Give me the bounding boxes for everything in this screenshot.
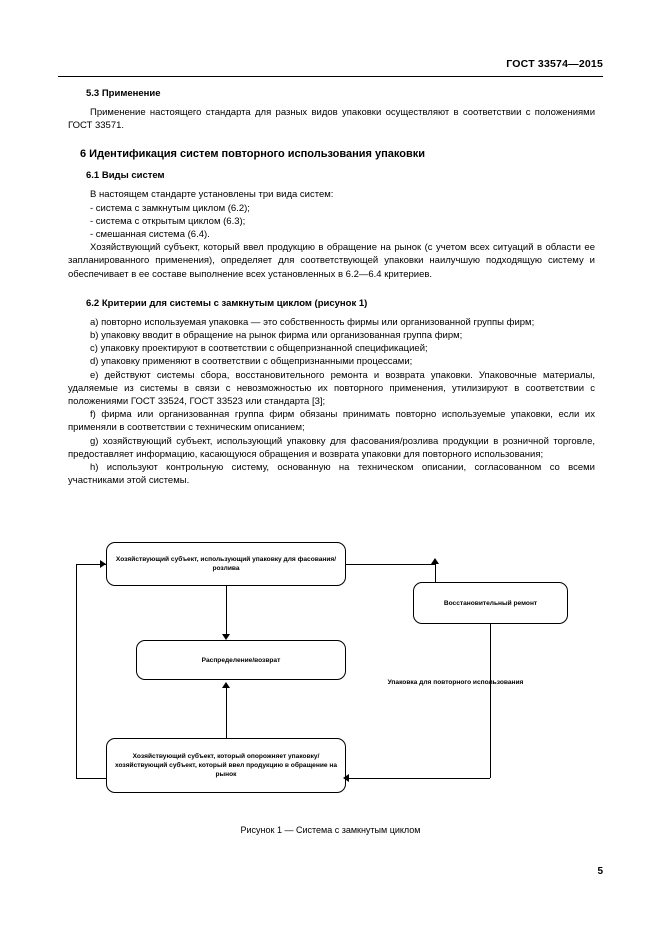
heading-6: 6 Идентификация систем повторного использования упаковки xyxy=(80,148,426,161)
paragraph-6-2-h: h) используют контрольную систему, основанную на техническом описании, согласованном со всеми участниками этой системы. xyxy=(68,462,595,487)
list-item: - система с открытым циклом (6.3); xyxy=(90,215,246,227)
paragraph-6-1-intro: В настоящем стандарте установлены три вида систем: xyxy=(90,189,334,201)
paragraph-6-2-b: b) упаковку вводит в обращение на рынок фирма или организованная группа фирм; xyxy=(90,330,463,342)
figure-connector-up-to-box4 xyxy=(435,564,436,582)
figure-connector-box1-right xyxy=(346,564,436,565)
figure-connector-box1-box2 xyxy=(226,586,227,634)
page-header-standard-id: ГОСТ 33574—2015 xyxy=(506,58,603,70)
heading-5-3: 5.3 Применение xyxy=(86,88,161,99)
page-content xyxy=(68,88,595,487)
paragraph-6-1-body: Хозяйствующий субъект, который ввел продукцию в обращение на рынок (с учетом всех ситуаций в области ее запланированного применения), определяет для соответствующей упаковки наилучшую подходящую систему и обеспечивает в ее составе выполнение всех установленных в 6.2—6.4 критериев. xyxy=(68,242,595,280)
page-number: 5 xyxy=(597,866,603,877)
figure-closed-loop-system xyxy=(58,540,603,850)
figure-connector-left-vertical xyxy=(76,564,77,778)
paragraph-6-2-g: g) хозяйствующий субъект, использующий упаковку для фасования/розлива продукции в розничной торговле, предоставляет информацию, касающуюся обращения и возврата упаковки для повторного использования; xyxy=(68,435,595,460)
figure-connector-box4-down xyxy=(490,624,491,778)
paragraph-6-2-a: a) повторно используемая упаковка — это собственность фирмы или организованной группы фирм; xyxy=(90,316,535,328)
paragraph-6-2-f: f) фирма или организованная группа фирм обязаны принимать повторно используемые упаковки, если их применяли в соответствии с техническим описанием; xyxy=(68,409,595,434)
figure-arrow-into-box3 xyxy=(343,774,349,782)
figure-arrow-box1-box2 xyxy=(222,634,230,640)
header-rule xyxy=(58,76,603,77)
figure-box-distribution-return: Распределение/возврат xyxy=(136,640,346,680)
figure-box-operator-emptying: Хозяйствующий субъект, который опорожняет упаковку/хозяйствующий субъект, который ввел продукцию в обращение на рынок xyxy=(106,738,346,793)
paragraph-5-3-body: Применение настоящего стандарта для разных видов упаковки осуществляют в соответствии с положениями ГОСТ 33571. xyxy=(68,107,595,132)
figure-arrow-box3-box2 xyxy=(222,682,230,688)
heading-6-2: 6.2 Критерии для системы с замкнутым циклом (рисунок 1) xyxy=(86,297,368,309)
figure-connector-box3-box2 xyxy=(226,688,227,738)
heading-6-1: 6.1 Виды систем xyxy=(86,170,165,182)
figure-connector-to-box3 xyxy=(346,778,490,779)
paragraph-6-2-e: e) действуют системы сбора, восстановительного ремонта и возврата упаковки. Упаковочные материалы, удаляемые из системы в связи с невозможностью их повторного применения, утилизируют в соответствии с положениями ГОСТ 33524, ГОСТ 33523 или стандарта [3]; xyxy=(68,369,595,408)
paragraph-6-2-c: c) упаковку проектируют в соответствии с общепризнанной спецификацией; xyxy=(90,343,428,355)
list-item: - система с замкнутым циклом (6.2); xyxy=(90,202,250,214)
figure-arrow-into-box1 xyxy=(100,560,106,568)
figure-arrow-to-box1-left xyxy=(431,558,439,564)
figure-label-reusable-packaging: Упаковка для повторного использования xyxy=(387,679,524,686)
figure-caption: Рисунок 1 — Система с замкнутым циклом xyxy=(240,825,421,835)
figure-box-operator-filling: Хозяйствующий субъект, использующий упаковку для фасования/розлива xyxy=(106,542,346,586)
paragraph-6-2-d: d) упаковку применяют в соответствии с общепризнанными процессами; xyxy=(90,356,413,368)
figure-connector-left-bottom xyxy=(76,778,106,779)
list-item: - смешанная система (6.4). xyxy=(90,229,210,241)
figure-box-refurbishment: Восстановительный ремонт xyxy=(413,582,568,624)
